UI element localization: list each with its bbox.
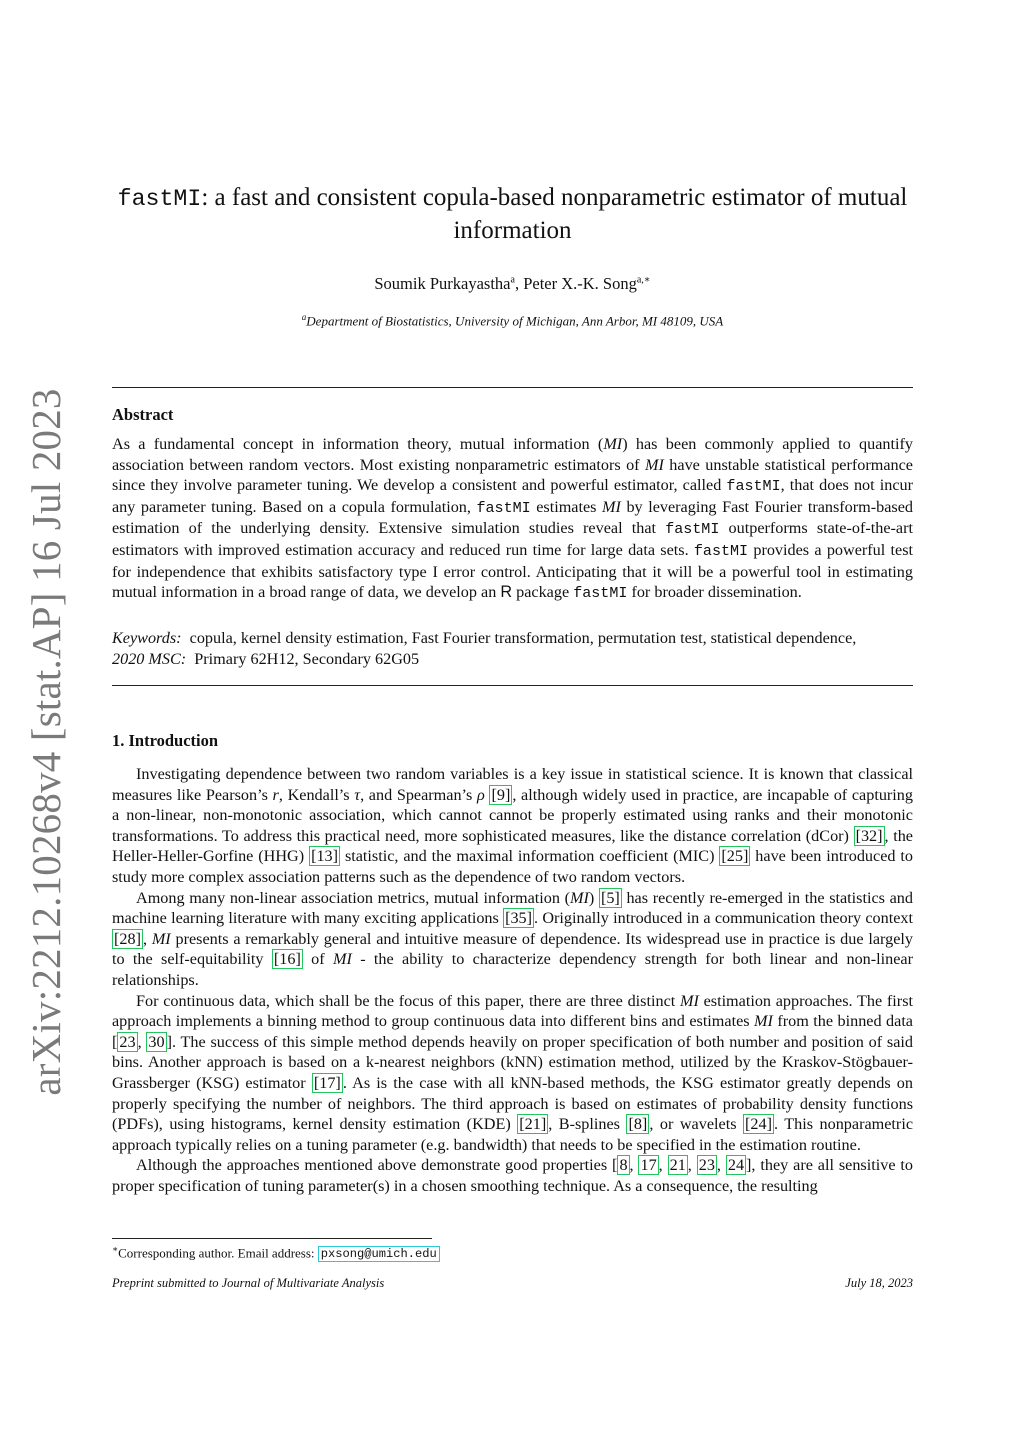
footnote-text: Corresponding author. Email address: bbox=[118, 1245, 318, 1261]
keywords-line bbox=[112, 628, 913, 649]
text: , the Heller-Heller-Gorfine (HHG) bbox=[112, 826, 913, 866]
title-code: fastMI bbox=[117, 186, 202, 212]
math-mi: MI bbox=[679, 991, 699, 1010]
text: . This nonparametric approach typically relies on a tuning parameter (e.g. bandwidth) that needs to be specified in the estimation routine. bbox=[112, 1115, 913, 1154]
text: , bbox=[137, 1032, 147, 1051]
math-mi: MI bbox=[754, 1012, 773, 1031]
author-1-name: Soumik Purkayastha bbox=[374, 274, 511, 293]
abstract-code: fastMI bbox=[573, 584, 628, 603]
math-tau: τ bbox=[354, 785, 361, 804]
math-mi: MI bbox=[333, 950, 352, 969]
citation-link[interactable]: [28] bbox=[114, 929, 141, 948]
citation-link[interactable]: 30 bbox=[148, 1032, 165, 1051]
citation-link[interactable]: [9] bbox=[491, 785, 511, 804]
text: Investigating dependence between two random variables is a key issue in statistical science. It is known that classical measures like Pearson’s bbox=[112, 765, 913, 804]
footnote bbox=[112, 1244, 440, 1261]
footer-journal: Preprint submitted to Journal of Multivariate Analysis bbox=[112, 1276, 385, 1290]
page-title bbox=[112, 182, 913, 247]
abstract-text: provides a powerful test for independence that exhibits satisfactory type I error control. Anticipating that it will be a powerful tool in estimating mutual information in a broad range of data, we develop an bbox=[112, 540, 913, 602]
affiliation-mark: a bbox=[301, 312, 307, 322]
keywords-label: Keywords: bbox=[112, 629, 182, 647]
author-separator: , bbox=[514, 274, 524, 293]
citation-link[interactable]: [5] bbox=[600, 888, 620, 907]
abstract-r-language: R bbox=[500, 583, 513, 602]
arxiv-side-stamp bbox=[18, 388, 74, 1096]
text: . Originally introduced in a communication theory context bbox=[534, 909, 914, 928]
author-list bbox=[112, 274, 913, 294]
text: , bbox=[629, 1156, 639, 1175]
text: , although widely used in practice, are incapable of capturing a non-linear, non-monotonic association, which cannot cannot be properly estimated using ranks and their monotonic transformations. To address this practical need, more sophisticated measures, like the distance correlation (dCor) bbox=[112, 785, 913, 845]
paragraph bbox=[112, 1155, 913, 1196]
citation-link[interactable]: 21 bbox=[669, 1156, 686, 1175]
msc-text: Primary 62H12, Secondary 62G05 bbox=[194, 649, 420, 668]
keywords-text: copula, kernel density estimation, Fast Fourier transformation, permutation test, statistical dependence, bbox=[189, 629, 857, 647]
text: of bbox=[302, 950, 333, 969]
text: Among many non-linear association metrics, mutual information ( bbox=[136, 888, 571, 907]
abstract-text: ) has been commonly applied to quantify association between random vectors. Most existing nonparametric estimators of bbox=[112, 435, 913, 474]
affiliation bbox=[112, 312, 913, 329]
text: ]. The success of this simple method depends heavily on proper specification of both number and position of said bins. Another approach is based on a k-nearest neighbors (kNN) estimation method, utilized by the Kraskov-Stögbauer-Grassberger (KSG) estimator bbox=[112, 1032, 913, 1092]
abstract-mi: MI bbox=[603, 435, 623, 453]
text: , bbox=[142, 929, 152, 948]
author-2-affil-mark: a,∗ bbox=[636, 274, 651, 286]
title-text: : a fast and consistent copula-based nonparametric estimator of mutual information bbox=[201, 184, 908, 244]
math-rho: ρ bbox=[477, 785, 485, 804]
affiliation-text: Department of Biostatistics, University of Michigan, Ann Arbor, MI 48109, USA bbox=[306, 313, 724, 329]
citation-link[interactable]: [24] bbox=[745, 1115, 772, 1134]
abstract-text: As a fundamental concept in information theory, mutual information ( bbox=[112, 435, 604, 453]
text: from the binned data [ bbox=[112, 1012, 913, 1051]
msc-line bbox=[112, 649, 913, 670]
abstract-mi: MI bbox=[602, 497, 621, 516]
citation-link[interactable]: [17] bbox=[313, 1073, 341, 1092]
text: ) bbox=[588, 888, 599, 907]
citation-link[interactable]: [8] bbox=[628, 1115, 648, 1134]
citation-link[interactable]: [16] bbox=[273, 950, 301, 969]
abstract-top-rule bbox=[112, 387, 913, 388]
section-heading-introduction: 1. Introduction bbox=[112, 731, 219, 750]
math-mi: MI bbox=[570, 888, 589, 907]
citation-link[interactable]: [13] bbox=[311, 847, 339, 866]
footer-date: July 18, 2023 bbox=[845, 1276, 913, 1290]
math-r: r bbox=[272, 785, 279, 804]
msc-label: 2020 MSC: bbox=[112, 649, 187, 668]
email-link[interactable]: pxsong@umich.edu bbox=[318, 1246, 440, 1262]
citation-link[interactable]: [25] bbox=[721, 847, 749, 866]
text: Although the approaches mentioned above demonstrate good properties [ bbox=[136, 1156, 618, 1175]
author-2-name: Peter X.-K. Song bbox=[523, 274, 637, 293]
text: - the ability to characterize dependency strength for both linear and non-linear relationships. bbox=[112, 950, 914, 989]
footnote-mark: ∗ bbox=[112, 1244, 119, 1254]
text: has recently re-emerged in the statistics and machine learning literature with many exciting applications bbox=[112, 888, 913, 928]
abstract-text: package bbox=[512, 583, 574, 602]
keywords-block bbox=[112, 628, 913, 669]
paragraph bbox=[112, 888, 913, 991]
text: have been introduced to study more complex association patterns such as the dependence of two random vectors. bbox=[112, 847, 913, 886]
paragraph bbox=[112, 764, 913, 888]
abstract-text: estimates bbox=[530, 497, 603, 516]
arxiv-identifier: arXiv:2212.10268v4 [stat.AP] 16 Jul 2023 bbox=[23, 388, 69, 1096]
abstract-code: fastMI bbox=[476, 498, 531, 517]
abstract-text: for broader dissemination. bbox=[627, 583, 802, 602]
abstract-mi: MI bbox=[644, 455, 664, 474]
abstract-body bbox=[112, 434, 913, 604]
text: ], they are all sensitive to proper specification of tuning parameter(s) in a chosen smoothing technique. As a consequence, the resulting bbox=[112, 1156, 913, 1195]
text: , or wavelets bbox=[649, 1115, 743, 1134]
text: statistic, and the maximal information coefficient (MIC) bbox=[340, 847, 720, 866]
abstract-heading: Abstract bbox=[112, 405, 174, 424]
author-1-affil-mark: a bbox=[510, 274, 515, 286]
citation-link[interactable]: 17 bbox=[640, 1156, 657, 1175]
footnote-rule bbox=[112, 1238, 432, 1239]
citation-link[interactable]: 24 bbox=[727, 1156, 745, 1175]
abstract-text: have unstable statistical performance since they involve parameter tuning. We develop a consistent and powerful estimator, called bbox=[112, 455, 913, 495]
abstract-text: by leveraging Fast Fourier transform-based estimation of the underlying density. Extensive simulation studies reveal that bbox=[112, 497, 913, 538]
text: , bbox=[687, 1156, 697, 1175]
abstract-code: fastMI bbox=[665, 520, 720, 539]
text: estimation approaches. The first approach implements a binning method to group continuous data into different bins and estimates bbox=[112, 991, 913, 1031]
citation-link[interactable]: 8 bbox=[619, 1156, 628, 1175]
introduction-body bbox=[112, 764, 913, 1196]
abstract-bottom-rule bbox=[112, 685, 913, 686]
abstract-text: , that does not incur any parameter tuning. Based on a copula formulation, bbox=[112, 476, 914, 516]
text: , bbox=[658, 1156, 668, 1175]
citation-link[interactable]: [21] bbox=[519, 1115, 547, 1134]
abstract-text: outperforms state-of-the-art estimators with improved estimation accuracy and reduced run time for large data sets. bbox=[112, 519, 913, 559]
abstract-code: fastMI bbox=[726, 477, 781, 496]
text: presents a remarkably general and intuitive measure of dependence. Its widespread use in practice is due largely to the self-equitability bbox=[112, 929, 913, 969]
math-mi: MI bbox=[151, 929, 171, 948]
text: . As is the case with all kNN-based methods, the KSG estimator greatly depends on properly specifying the number of neighbors. The third approach is based on estimates of probability density functions (PDFs), using histograms, kernel density estimation (KDE) bbox=[112, 1073, 913, 1134]
text: For continuous data, which shall be the focus of this paper, there are three distinct bbox=[136, 991, 680, 1010]
abstract-code: fastMI bbox=[693, 541, 749, 560]
text: , bbox=[716, 1156, 726, 1175]
text: , B-splines bbox=[548, 1115, 627, 1134]
citation-link[interactable]: [32] bbox=[855, 826, 883, 845]
citation-link[interactable]: 23 bbox=[698, 1156, 715, 1175]
text: , and Spearman’s bbox=[360, 785, 478, 804]
citation-link[interactable]: [35] bbox=[505, 909, 533, 928]
paragraph bbox=[112, 991, 913, 1156]
citation-link[interactable]: 23 bbox=[119, 1032, 136, 1051]
text: , Kendall’s bbox=[278, 785, 355, 804]
